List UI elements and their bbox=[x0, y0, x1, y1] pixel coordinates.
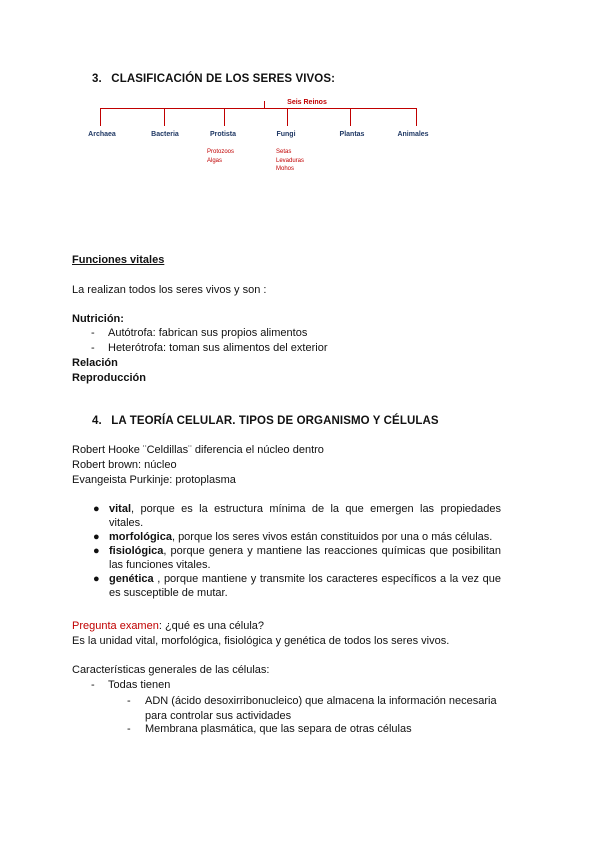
diagram-branch-animales bbox=[416, 108, 417, 126]
bullet-item bbox=[93, 572, 501, 600]
nutricion-item-text: Heterótrofa: toman sus alimentos del exterior bbox=[108, 342, 328, 354]
cell-theory-bullets bbox=[93, 502, 501, 600]
section-3-heading bbox=[92, 73, 335, 85]
kingdom-bacteria: Bacteria bbox=[151, 131, 179, 138]
bullet-text: , porque los seres vivos están constituidos por una o más células. bbox=[171, 531, 493, 543]
history-line: Evangeista Purkinje: protoplasma bbox=[72, 474, 236, 486]
diagram-branch-plantas bbox=[350, 108, 351, 126]
fungi-example: Setas bbox=[276, 149, 292, 155]
bullet-term: vital bbox=[109, 503, 132, 515]
caracteristica-text: ADN (ácido desoxirribonucleico) que almacena la información necesaria para controlar sus actividades bbox=[145, 695, 497, 722]
bullet-dot-icon: ● bbox=[93, 531, 100, 543]
fungi-example: Levaduras bbox=[276, 157, 305, 164]
bullet-item bbox=[93, 530, 501, 544]
kingdom-archaea: Archaea bbox=[88, 131, 116, 138]
diagram-root bbox=[0, 91, 600, 109]
reproduccion-label: Reproducción bbox=[72, 372, 146, 384]
relacion-label: Relación bbox=[72, 357, 118, 369]
diagram-root-connector bbox=[264, 101, 265, 108]
bullet-dot-icon: ● bbox=[93, 503, 100, 515]
kingdom-protista: Protista bbox=[209, 131, 237, 138]
protista-example: Protozoos bbox=[207, 149, 235, 155]
caracteristica-item bbox=[127, 723, 412, 735]
kingdom-plantas: Plantas bbox=[339, 131, 365, 138]
nutricion-item-text: Autótrofa: fabrican sus propios alimentos bbox=[108, 327, 308, 339]
fungi-examples bbox=[276, 148, 304, 174]
section-3-number: 3. bbox=[92, 73, 102, 85]
bullet-text: , porque genera y mantiene las reacciones químicas que posibilitan las funciones vitales. bbox=[109, 545, 501, 571]
diagram-horizontal-line bbox=[100, 108, 417, 109]
fungi-example: Mohos bbox=[276, 166, 295, 172]
bullet-dot-icon: ● bbox=[93, 573, 100, 585]
caracteristica-item bbox=[127, 694, 505, 723]
bullet-item bbox=[93, 544, 501, 572]
exam-answer: Es la unidad vital, morfológica, fisiológica y genética de todos los seres vivos. bbox=[72, 635, 450, 647]
kingdom-animales: Animales bbox=[397, 131, 429, 138]
caracteristica-text: Membrana plasmática, que las separa de otras células bbox=[145, 723, 412, 735]
funciones-intro: La realizan todos los seres vivos y son : bbox=[72, 284, 267, 296]
section-3-title: CLASIFICACIÓN DE LOS SERES VIVOS: bbox=[111, 73, 336, 85]
dash-icon: - bbox=[127, 695, 131, 707]
protista-example: Algas bbox=[207, 157, 223, 164]
exam-question-text: : ¿qué es una célula? bbox=[158, 620, 265, 632]
bullet-dot-icon: ● bbox=[93, 545, 100, 557]
diagram-branch-protista bbox=[224, 108, 225, 126]
exam-label: Pregunta examen bbox=[72, 620, 159, 632]
caracteristicas-heading: Características generales de las células: bbox=[72, 664, 270, 676]
todas-text: Todas tienen bbox=[108, 679, 171, 691]
diagram-root-label: Seis Reinos bbox=[287, 99, 327, 106]
bullet-term: fisiológica bbox=[109, 545, 164, 557]
dash-icon: - bbox=[127, 723, 131, 735]
bullet-term: morfológica bbox=[109, 531, 172, 543]
exam-question bbox=[72, 620, 264, 632]
bullet-term: genética bbox=[109, 573, 154, 585]
history-line: Robert Hooke ¨Celdillas¨ diferencia el núcleo dentro bbox=[72, 444, 324, 456]
history-line: Robert brown: núcleo bbox=[72, 459, 177, 471]
diagram-branch-archaea bbox=[100, 108, 101, 126]
section-4-heading bbox=[92, 415, 439, 427]
section-4-title: LA TEORÍA CELULAR. TIPOS DE ORGANISMO Y CÉLULAS bbox=[111, 415, 439, 427]
bullet-item bbox=[93, 502, 501, 530]
funciones-heading: Funciones vitales bbox=[72, 254, 165, 266]
nutricion-label: Nutrición: bbox=[72, 313, 124, 325]
diagram-branch-fungi bbox=[287, 108, 288, 126]
diagram-branch-bacteria bbox=[164, 108, 165, 126]
bullet-text: , porque mantiene y transmite los caracteres específicos a la vez que es susceptible de mutar. bbox=[109, 573, 501, 599]
kingdom-fungi: Fungi bbox=[276, 131, 296, 138]
section-4-number: 4. bbox=[92, 415, 102, 427]
bullet-text: , porque es la estructura mínima de la que emergen las propiedades vitales. bbox=[109, 503, 501, 529]
protista-examples bbox=[207, 148, 234, 165]
